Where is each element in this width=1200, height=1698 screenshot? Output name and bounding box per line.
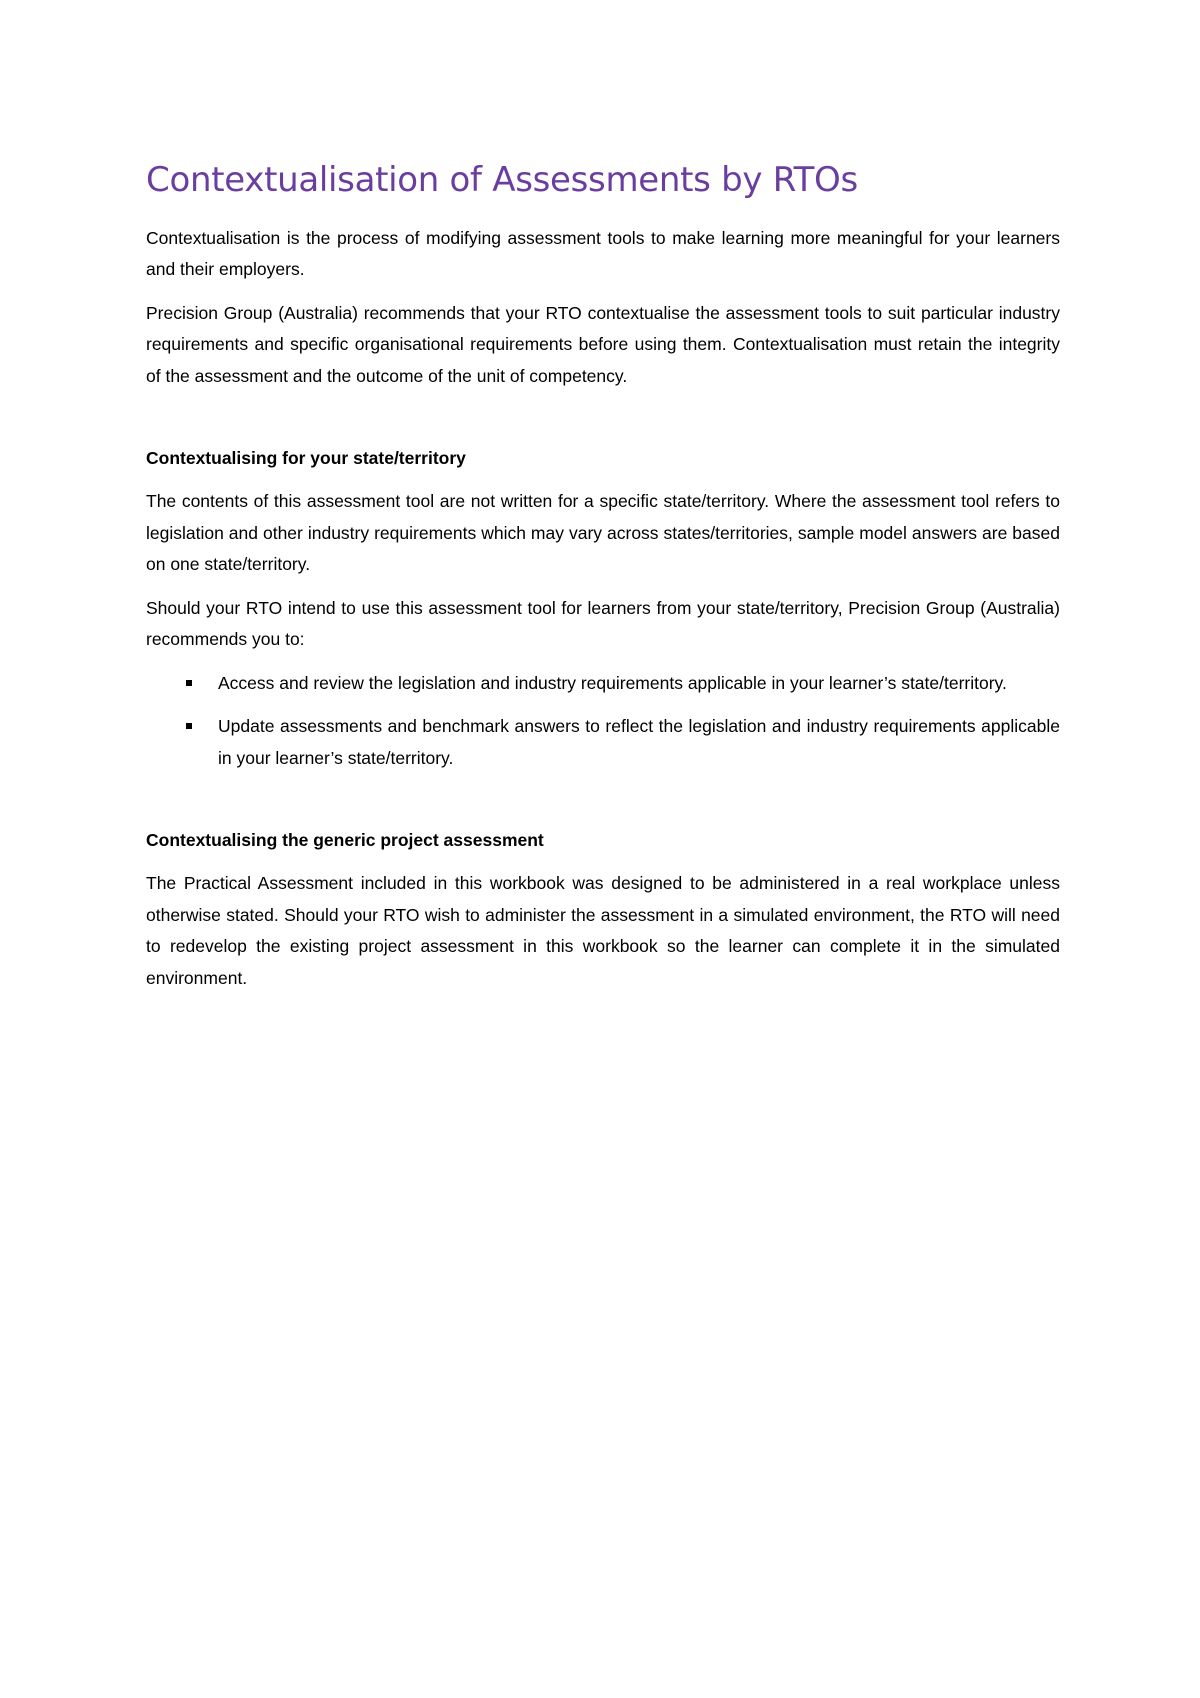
- section-heading-state-territory: Contextualising for your state/territory: [146, 448, 466, 469]
- project-paragraph-1: The Practical Assessment included in this workbook was designed to be administered in a real workplace unless otherwise stated. Should your RTO wish to administer the assessment in a simulated environment, the RTO will need to redevelop the existing project assessment in this workbook so the learner can complete it in the simulated environment.: [146, 873, 1060, 988]
- intro-paragraph-1: Contextualisation is the process of modifying assessment tools to make learning more meaningful for your learners and their employers.: [146, 227, 1060, 280]
- list-item-text: Access and review the legislation and industry requirements applicable in your learner’s state/territory.: [218, 672, 1007, 693]
- state-paragraph-2: Should your RTO intend to use this assessment tool for learners from your state/territory, Precision Group (Australia) recommends you to:: [146, 597, 1060, 650]
- recommendation-list: [146, 668, 1060, 775]
- state-paragraph-1: The contents of this assessment tool are not written for a specific state/territory. Where the assessment tool refers to legislation and other industry requirements which may vary across states/territories, sample model answers are based on one state/territory.: [146, 491, 1060, 575]
- square-bullet-icon: [186, 723, 192, 729]
- page-title: Contextualisation of Assessments by RTOs: [146, 160, 858, 200]
- document-page: [146, 160, 1060, 1006]
- list-item: [146, 668, 1060, 700]
- square-bullet-icon: [186, 680, 192, 686]
- list-item-text: Update assessments and benchmark answers to reflect the legislation and industry requirements applicable in your learner’s state/territory.: [218, 716, 1060, 768]
- intro-paragraph-2: Precision Group (Australia) recommends that your RTO contextualise the assessment tools to suit particular industry requirements and specific organisational requirements before using them. Contextualisation must retain the integrity of the assessment and the outcome of the unit of competency.: [146, 302, 1060, 386]
- section-heading-project-assessment: Contextualising the generic project assessment: [146, 830, 544, 851]
- list-item: [146, 711, 1060, 774]
